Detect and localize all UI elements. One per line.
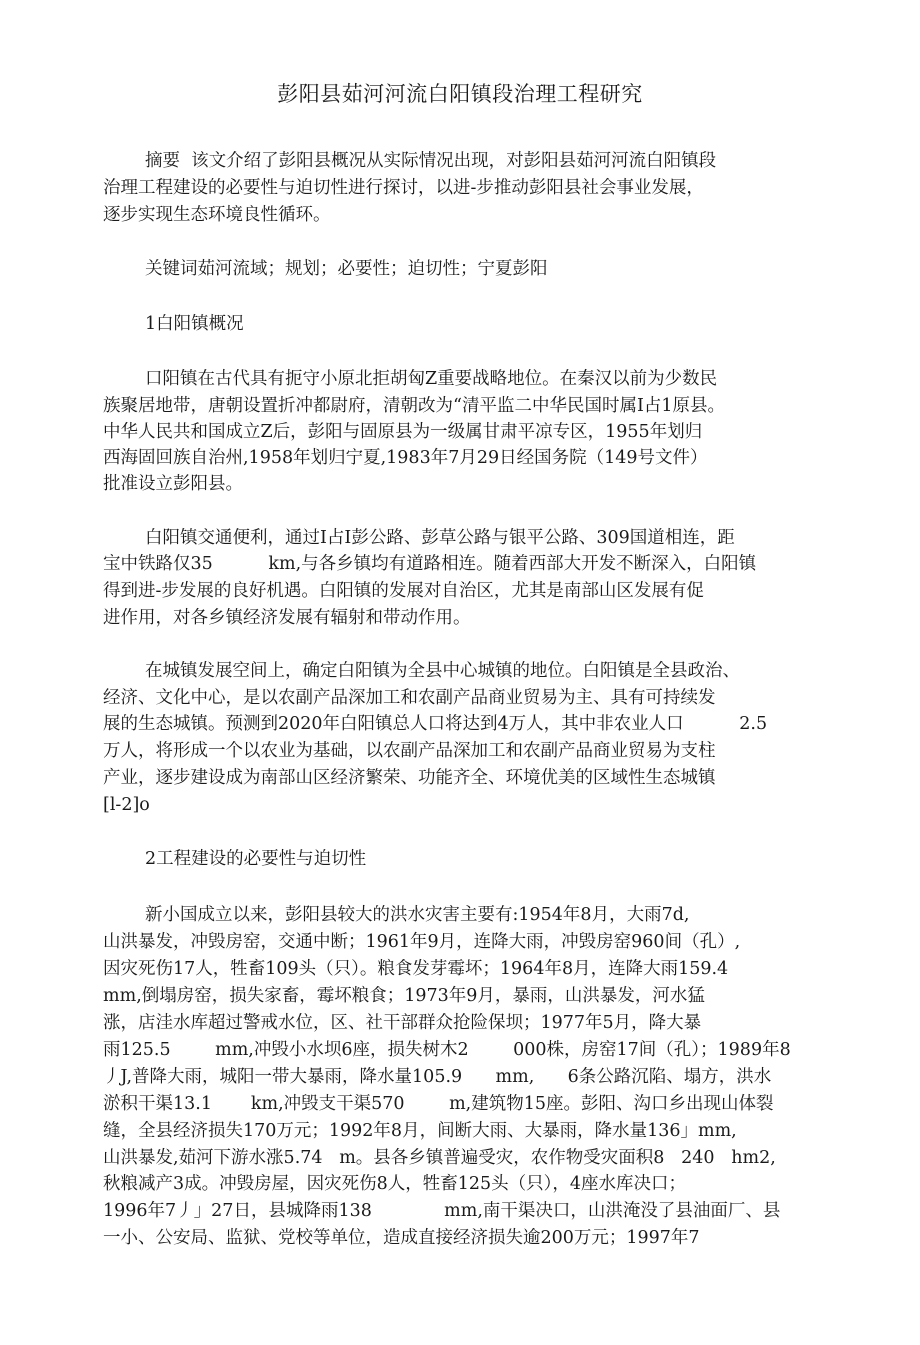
paragraph-line: 新小国成立以来，彭阳县较大的洪水灾害主要有:1954年8月，大雨7d, — [145, 905, 690, 925]
paragraph-line: 经济、文化中心，是以农副产品深加工和农副产品商业贸易为主、具有可持续发 — [103, 688, 716, 708]
paragraph-line: [l-2]o — [103, 795, 150, 815]
paragraph-line: 西海固回族自治州,1958年划归宁夏,1983年7月29日经国务院（149号文件） — [103, 448, 708, 468]
paragraph-line: mm,倒塌房窑，损失家畜，霉坏粮食；1973年9月，暴雨，山洪暴发，河水猛 — [103, 986, 705, 1006]
abstract-line: 摘要 该文介绍了彭阳县概况从实际情况出现，对彭阳县茹河河流白阳镇段 — [145, 151, 717, 171]
paragraph-line: 口阳镇在古代具有扼守小原北拒胡匈Z重要战略地位。在秦汉以前为少数民 — [145, 369, 718, 389]
paragraph-line: 雨125.5 mm,冲毁小水坝6座，损失树木2 000株，房窑17间（孔）；1989年8 — [103, 1040, 791, 1060]
paragraph-line: 1996年7丿」27日，县城降雨138 mm,南干渠决口，山洪淹没了县油面厂、县 — [103, 1201, 781, 1221]
paragraph-line: 山洪暴发，冲毁房窑，交通中断；1961年9月，连降大雨，冲毁房窑960间（孔）, — [103, 932, 741, 952]
paragraph-line: 进作用，对各乡镇经济发展有辐射和带动作用。 — [103, 608, 471, 628]
paragraph-line: 秋粮减产3成。冲毁房屋，因灾死伤8人，牲畜125头（只），4座水库决口； — [103, 1174, 687, 1194]
paragraph-line: 展的生态城镇。预测到2020年白阳镇总人口将达到4万人，其中非农业人口 2.5 — [103, 714, 768, 734]
abstract-line: 逐步实现生态环境良性循环。 — [103, 205, 331, 225]
paragraph-line: 批准设立彭阳县。 — [103, 474, 243, 494]
paragraph-line: 族聚居地带，唐朝设置折冲都尉府，清朝改为“清平监二中华民国时属I占1原县。 — [103, 396, 725, 416]
paragraph-line: 中华人民共和国成立Z后，彭阳与固原县为一级属甘肃平凉专区，1955年划归 — [103, 422, 703, 442]
paragraph-line: 产业，逐步建设成为南部山区经济繁荣、功能齐全、环境优美的区域性生态城镇 — [103, 768, 716, 788]
paragraph-line: 丿J,普降大雨，城阳一带大暴雨，降水量105.9 mm, 6条公路沉陷、塌方，洪水 — [103, 1067, 772, 1087]
paragraph-line: 白阳镇交通便利，通过I占I彭公路、彭草公路与银平公路、309国道相连，距 — [145, 528, 735, 548]
paragraph-line: 因灾死伤17人，牲畜109头（只）。粮食发芽霉坏；1964年8月，连降大雨159.4 — [103, 959, 729, 979]
paragraph-line: 缝，全县经济损失170万元；1992年8月，间断大雨、大暴雨，降水量136」mm, — [103, 1121, 737, 1141]
paragraph-line: 淤积干渠13.1 km,冲毁支干渠570 m,建筑物15座。彭阳、沟口乡出现山体裂 — [103, 1094, 774, 1114]
abstract-line: 治理工程建设的必要性与迫切性进行探讨，以进-步推动彭阳县社会事业发展， — [103, 178, 704, 198]
keywords-line: 关键词茹河流域；规划；必要性；迫切性；宁夏彭阳 — [145, 259, 548, 279]
paragraph-line: 万人，将形成一个以农业为基础，以农副产品深加工和农副产品商业贸易为支柱 — [103, 741, 716, 761]
paragraph-line: 得到进-步发展的良好机遇。白阳镇的发展对自治区，尤其是南部山区发展有促 — [103, 581, 704, 601]
paragraph-line: 在城镇发展空间上，确定白阳镇为全县中心城镇的地位。白阳镇是全县政治、 — [145, 661, 740, 681]
section1-heading: 1白阳镇概况 — [145, 314, 244, 334]
paragraph-line: 涨，店洼水库超过警戒水位，区、社干部群众抢险保坝；1977年5月，降大暴 — [103, 1013, 702, 1033]
paragraph-line: 一小、公安局、监狱、党校等单位，造成直接经济损失逾200万元；1997年7 — [103, 1228, 700, 1248]
document-title: 彭阳县茹河河流白阳镇段治理工程研究 — [277, 82, 643, 106]
paragraph-line: 宝中铁路仅35 km,与各乡镇均有道路相连。随着西部大开发不断深入，白阳镇 — [103, 554, 757, 574]
paragraph-line: 山洪暴发,茹河下游水涨5.74 m。县各乡镇普遍受灾，农作物受灾面积8 240 hm2, — [103, 1148, 776, 1168]
section2-heading: 2工程建设的必要性与迫切性 — [145, 849, 367, 869]
